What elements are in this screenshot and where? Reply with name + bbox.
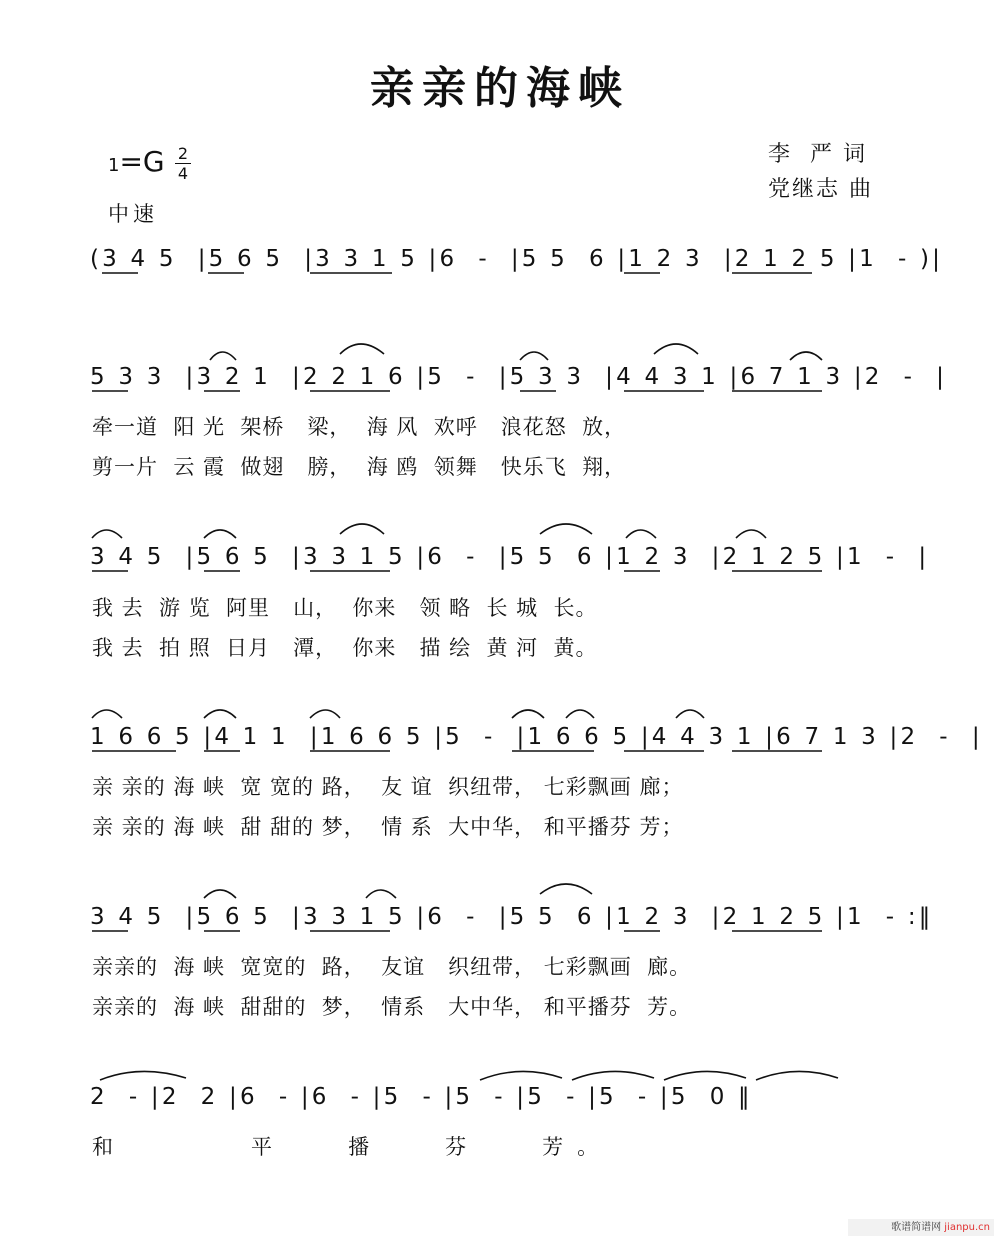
slur-mark (340, 524, 384, 534)
slur-mark (204, 530, 236, 538)
slur-mark (210, 352, 236, 360)
lyricist-credit: 李 严 词 (768, 142, 867, 167)
staff-3-lyric-verse-1: 亲 亲的 海 峡 宽 宽的 路， 友 谊 织纽带， 七彩飘画 廊； (92, 775, 684, 799)
tie-mark (756, 1071, 838, 1080)
slur-mark (540, 884, 592, 894)
staff-intro-notes: (3 4 5 |5 6 5 |3 3 1 5 |6 - |5 5 6 |1 2 3 |2 1 2 5 |1 - )| (90, 246, 944, 272)
site-watermark (848, 1219, 994, 1236)
slur-mark (92, 530, 122, 538)
staff-2-lyric-verse-2: 我 去 拍 照 日月 潭， 你来 描 绘 黄 河 黄。 (92, 636, 598, 660)
time-signature (175, 145, 191, 182)
key-value: =G (119, 145, 165, 178)
key-signature (108, 145, 165, 178)
slur-mark (340, 344, 384, 354)
staff-4-lyric-verse-2: 亲亲的 海 峡 甜甜的 梦， 情系 大中华， 和平播芬 芳。 (92, 995, 692, 1019)
slur-mark (676, 710, 704, 718)
slur-mark (566, 710, 594, 718)
staff-2-lyric-verse-1: 我 去 游 览 阿里 山， 你来 领 略 长 城 长。 (92, 596, 598, 620)
meter-top: 2 (177, 144, 189, 163)
slur-mark (92, 710, 122, 718)
slur-mark (204, 890, 236, 898)
staff-coda-lyric: 和 平 播 芬 芳。 (92, 1135, 613, 1159)
staff-3-notes: 1 6 6 5 |4 1 1 |1 6 6 5 |5 - |1 6 6 5 |4 4 3 1 |6 7 1 3 |2 - | (90, 724, 983, 750)
staff-1-notes: 5 3 3 |3 2 1 |2 2 1 6 |5 - |5 3 3 |4 4 3 1 |6 7 1 3 |2 - | (90, 364, 948, 390)
staff-1-lyric-verse-1: 牵一道 阳 光 架桥 梁， 海 风 欢呼 浪花怒 放， (92, 415, 627, 439)
staff-2-notes: 3 4 5 |5 6 5 |3 3 1 5 |6 - |5 5 6 |1 2 3 |2 1 2 5 |1 - | (90, 544, 930, 570)
slur-mark (540, 524, 592, 534)
staff-1-lyric-verse-2: 剪一片 云 霞 做翅 膀， 海 鸥 领舞 快乐飞 翔， (92, 455, 627, 479)
slur-mark (626, 530, 656, 538)
tie-mark (572, 1071, 654, 1080)
slur-mark (310, 710, 340, 718)
staff-coda-notes: 2 - |2 2 |6 - |6 - |5 - |5 - |5 - |5 - |5 0 ‖ (90, 1084, 753, 1110)
composer-credit: 党继志 曲 (768, 177, 873, 202)
watermark-url: jianpu.cn (944, 1222, 990, 1233)
key-degree: 1 (108, 155, 120, 176)
song-title: 亲亲的海峡 (370, 63, 630, 114)
slur-mark (512, 710, 544, 718)
staff-4-lyric-verse-1: 亲亲的 海 峡 宽宽的 路， 友谊 织纽带， 七彩飘画 廊。 (92, 955, 692, 979)
slur-mark (654, 344, 698, 354)
staff-3-lyric-verse-2: 亲 亲的 海 峡 甜 甜的 梦， 情 系 大中华， 和平播芬 芳； (92, 815, 684, 839)
staff-4-notes: 3 4 5 |5 6 5 |3 3 1 5 |6 - |5 5 6 |1 2 3 |2 1 2 5 |1 - :‖ (90, 904, 934, 930)
tie-mark (100, 1071, 186, 1080)
watermark-label: 歌谱简谱网 (891, 1222, 942, 1233)
slur-mark (204, 710, 236, 718)
tie-mark (664, 1071, 746, 1080)
tie-mark (480, 1071, 562, 1080)
slur-mark (790, 352, 822, 360)
tempo-marking: 中速 (108, 202, 158, 226)
slur-mark (366, 890, 396, 898)
meter-bottom: 4 (177, 164, 189, 183)
slur-mark (736, 530, 766, 538)
slur-mark (520, 352, 548, 360)
